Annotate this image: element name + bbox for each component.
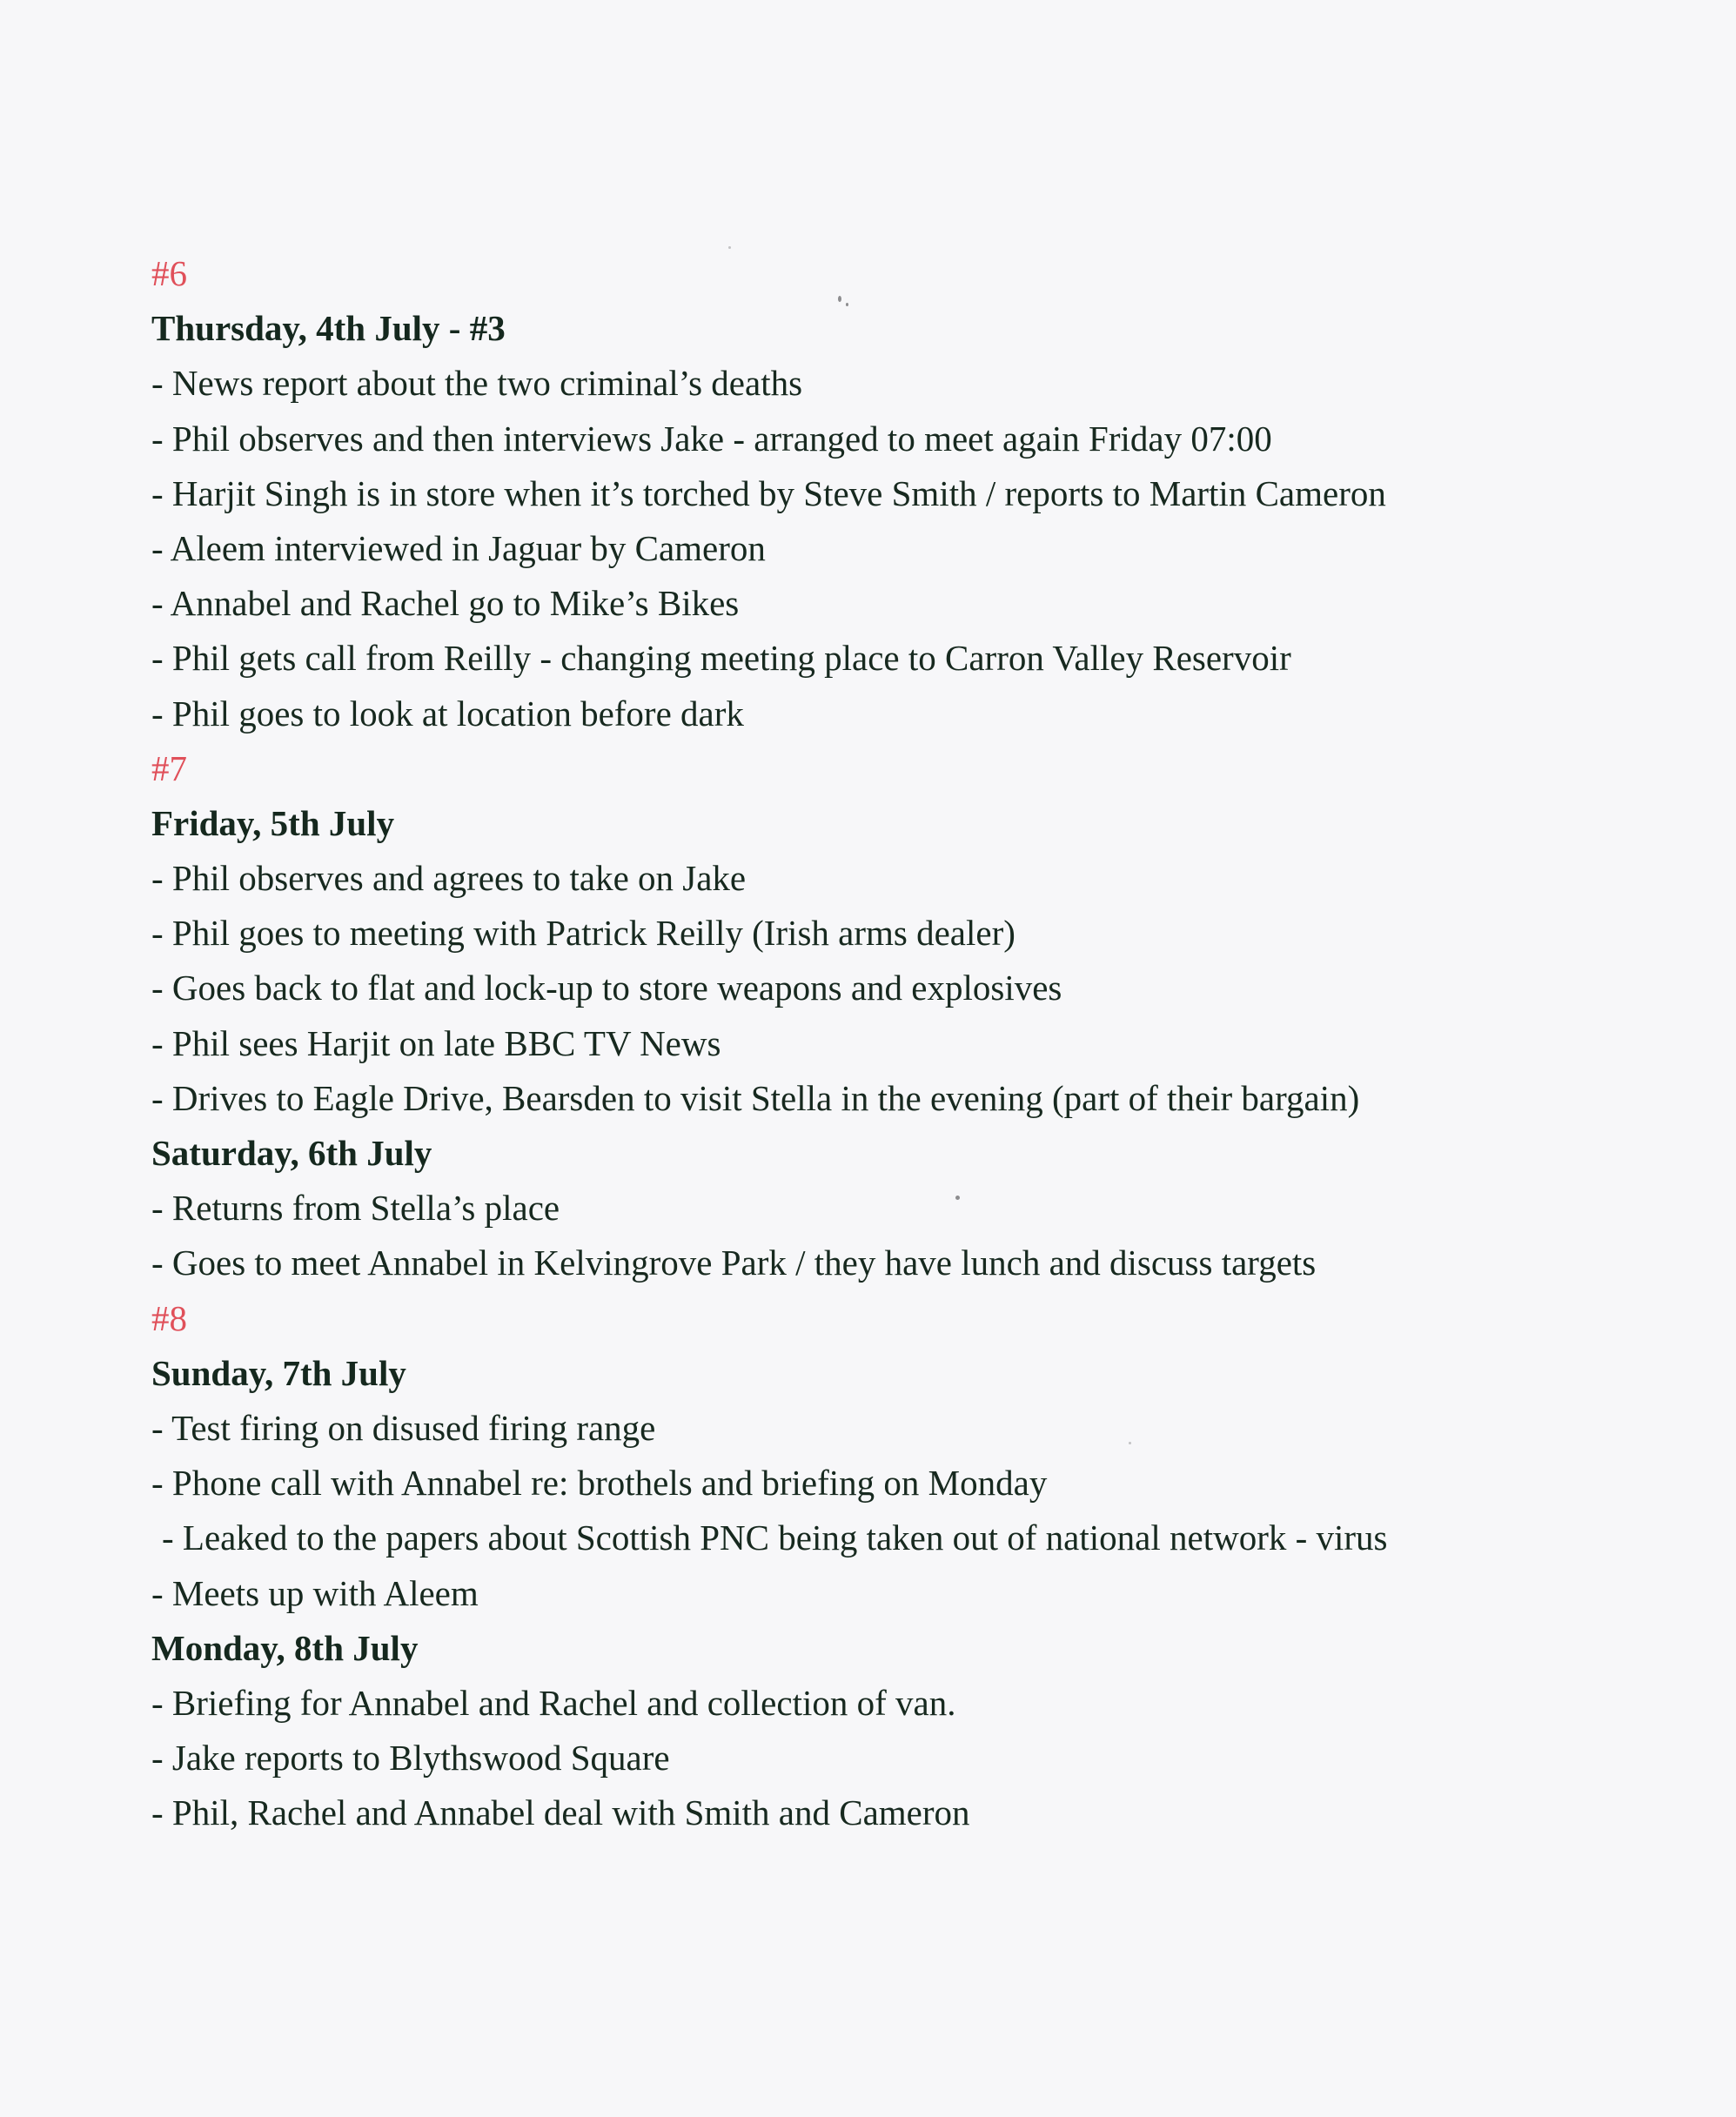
list-item: - Phil sees Harjit on late BBC TV News xyxy=(151,1022,721,1063)
list-item: - Goes back to flat and lock-up to store weapons and explosives xyxy=(151,968,1062,1008)
day-heading: Sunday, 7th July xyxy=(151,1352,406,1393)
list-item: - Leaked to the papers about Scottish PNC being taken out of national network - virus xyxy=(162,1517,1388,1558)
list-item: - Goes to meet Annabel in Kelvingrove Park / they have lunch and discuss targets xyxy=(151,1243,1317,1283)
list-item: - Phil gets call from Reilly - changing meeting place to Carron Valley Reservoir xyxy=(151,638,1291,679)
list-item: - Harjit Singh is in store when it’s torched by Steve Smith / reports to Martin Cameron xyxy=(151,472,1386,513)
list-item: - Phil observes and then interviews Jake - arranged to meet again Friday 07:00 xyxy=(151,418,1272,459)
list-item: - Returns from Stella’s place xyxy=(151,1188,560,1229)
list-item: - Phil goes to look at location before dark xyxy=(151,693,744,734)
list-item: - Phil observes and agrees to take on Jake xyxy=(151,858,747,899)
list-item: - Test firing on disused firing range xyxy=(151,1407,656,1448)
list-item: - News report about the two criminal’s deaths xyxy=(151,363,803,404)
list-item: - Phil goes to meeting with Patrick Reilly (Irish arms dealer) xyxy=(151,913,1015,954)
list-item: - Aleem interviewed in Jaguar by Cameron xyxy=(151,527,766,568)
day-heading: Friday, 5th July xyxy=(151,802,395,843)
chapter-outline xyxy=(151,246,1700,1840)
day-heading: Monday, 8th July xyxy=(151,1627,419,1668)
day-heading: Saturday, 6th July xyxy=(151,1133,432,1173)
list-item: - Phil, Rachel and Annabel deal with Smith and Cameron xyxy=(151,1792,970,1833)
list-item: - Meets up with Aleem xyxy=(151,1572,479,1613)
chapter-marker: #7 xyxy=(151,747,187,788)
list-item: - Jake reports to Blythswood Square xyxy=(151,1738,670,1779)
list-item: - Briefing for Annabel and Rachel and collection of van. xyxy=(151,1682,956,1723)
day-heading: Thursday, 4th July - #3 xyxy=(151,308,506,349)
chapter-marker: #6 xyxy=(151,253,187,293)
chapter-marker: #8 xyxy=(151,1297,187,1338)
list-item: - Phone call with Annabel re: brothels and briefing on Monday xyxy=(151,1463,1048,1504)
list-item: - Annabel and Rachel go to Mike’s Bikes xyxy=(151,583,740,624)
list-item: - Drives to Eagle Drive, Bearsden to visit Stella in the evening (part of their bargain) xyxy=(151,1077,1360,1118)
